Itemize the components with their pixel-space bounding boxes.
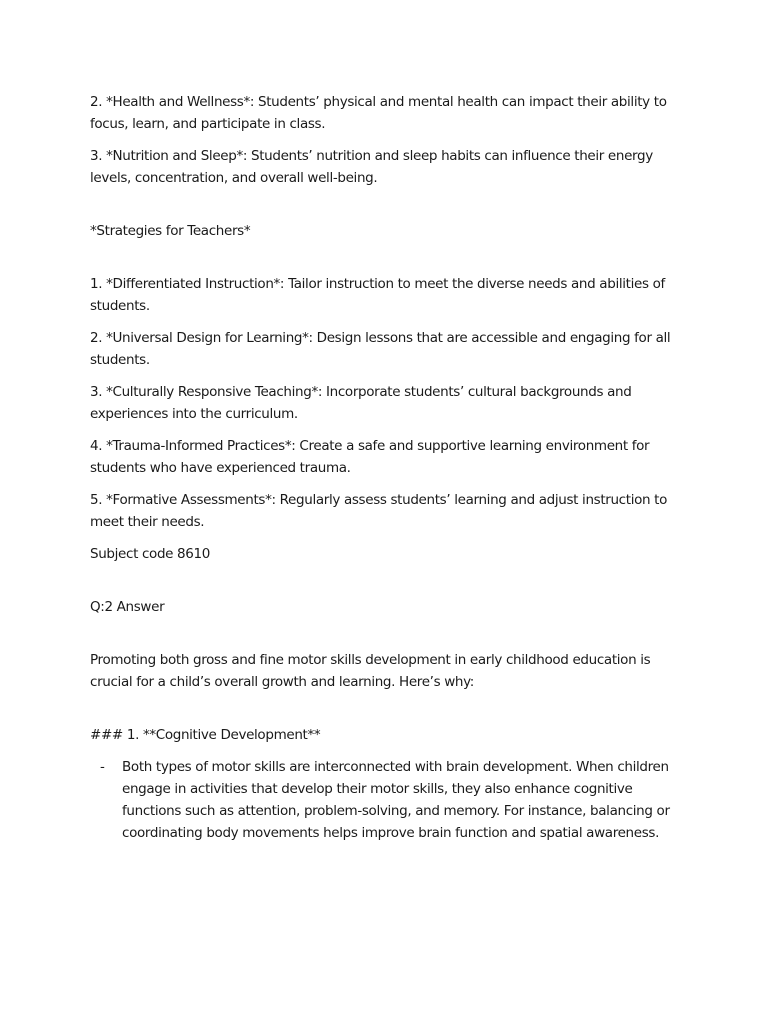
spacer	[90, 252, 690, 273]
strategy-item-2: 2. *Universal Design for Learning*: Design lessons that are accessible and engaging for all students.	[90, 330, 671, 368]
strategy-item-5: 5. *Formative Assessments*: Regularly assess students’ learning and adjust instruction to meet their needs.	[90, 492, 668, 530]
spacer	[90, 575, 690, 596]
paragraph-health-wellness: 2. *Health and Wellness*: Students’ physical and mental health can impact their ability to focus, learn, and participate in class.	[90, 94, 667, 132]
spacer	[90, 628, 690, 649]
spacer	[90, 703, 690, 724]
paragraph-nutrition-sleep: 3. *Nutrition and Sleep*: Students’ nutrition and sleep habits can influence their energy levels, concentration, and overall well-being.	[90, 148, 653, 186]
bullet-marker: -	[100, 759, 105, 775]
question-label: Q:2 Answer	[90, 599, 165, 615]
spacer	[90, 199, 690, 220]
intro-paragraph: Promoting both gross and fine motor skills development in early childhood education is crucial for a child’s overall growth and learning. Here’s why:	[90, 652, 651, 690]
subject-code: Subject code 8610	[90, 546, 211, 562]
section-heading: ### 1. **Cognitive Development**	[90, 727, 321, 743]
bullet-text: Both types of motor skills are interconnected with brain development. When children engage in activities that develop their motor skills, they also enhance cognitive functions such as attention, problem-solving, and memory. For instance, balancing or coordinating body movements helps improve brain function and spatial awareness.	[122, 759, 670, 841]
strategy-item-4: 4. *Trauma-Informed Practices*: Create a safe and supportive learning environment for students who have experienced trauma.	[90, 438, 650, 476]
bullet-item	[90, 756, 690, 844]
document-page	[90, 91, 690, 844]
strategy-item-3: 3. *Culturally Responsive Teaching*: Incorporate students’ cultural backgrounds and experiences into the curriculum.	[90, 384, 632, 422]
strategy-item-1: 1. *Differentiated Instruction*: Tailor instruction to meet the diverse needs and abilities of students.	[90, 276, 665, 314]
strategies-heading: *Strategies for Teachers*	[90, 223, 251, 239]
